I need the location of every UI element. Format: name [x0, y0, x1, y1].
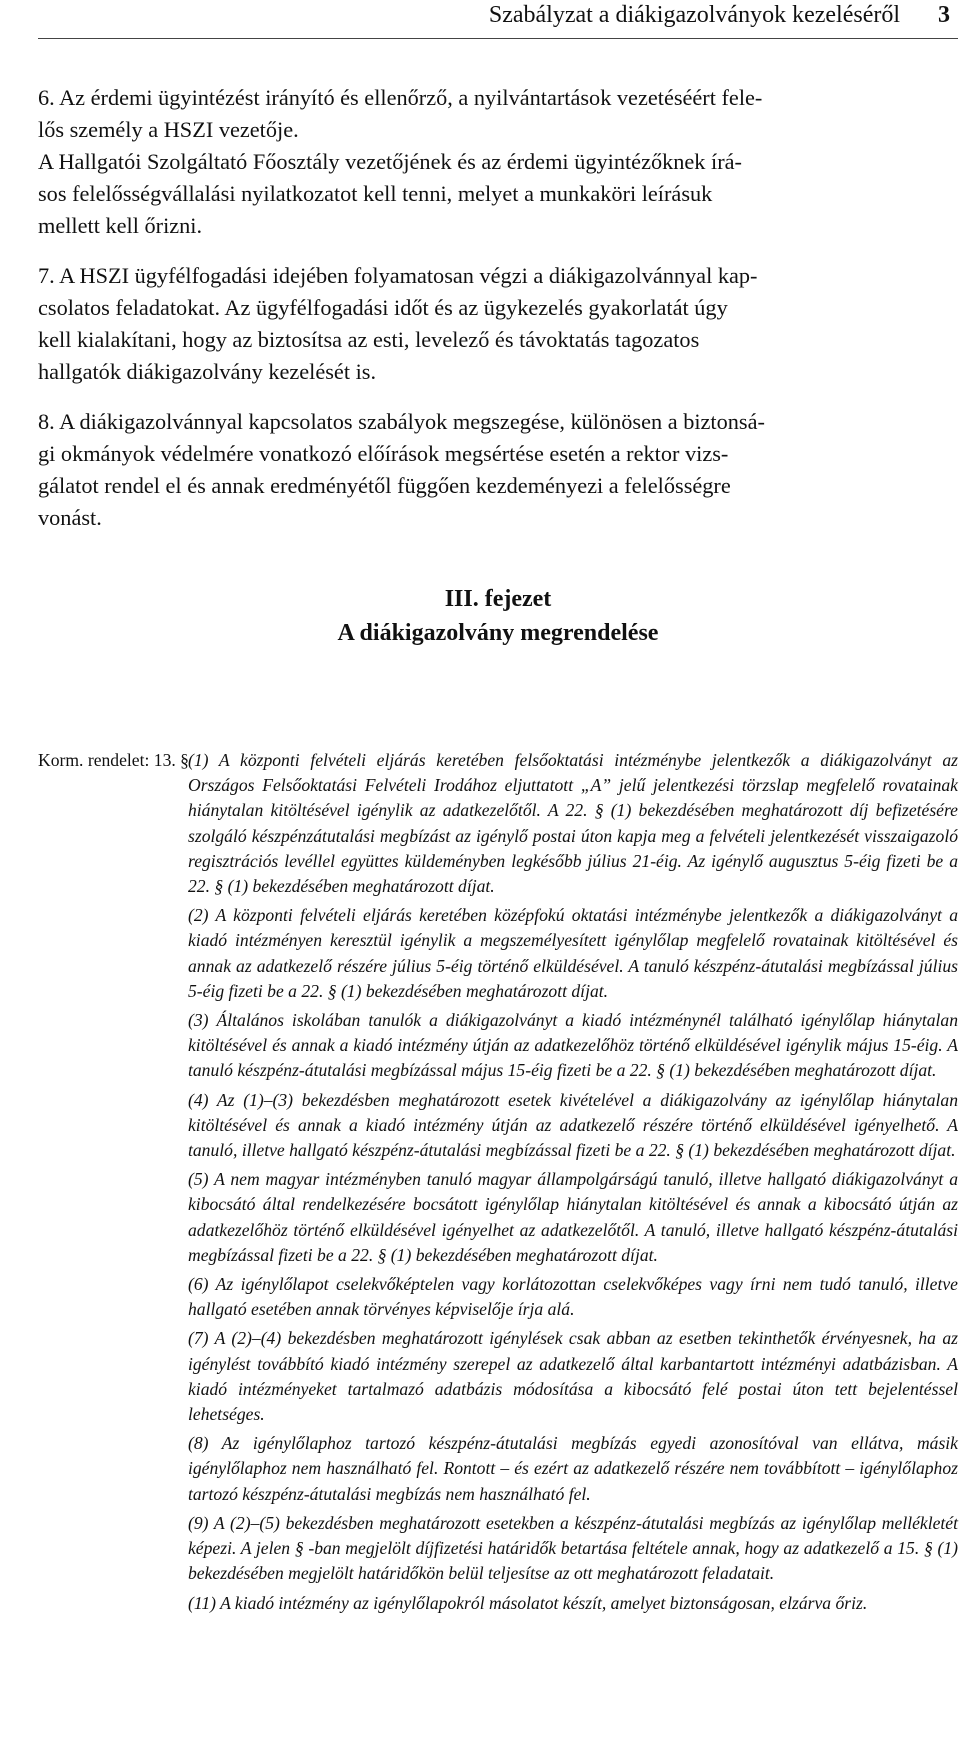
chapter-heading: [38, 582, 958, 650]
text-line: kell kialakítani, hogy az biztosítsa az esti, levelező és távoktatás tagozatos: [38, 327, 700, 352]
header-title: Szabályzat a diákigazolványok kezeléséről: [488, 2, 900, 28]
text-line: 8. A diákigazolvánnyal kapcsolatos szabályok megszegése, különösen a biztonsá-: [38, 409, 765, 434]
law-item-text: (6) Az igénylőlapot cselekvőképtelen vagy korlátozottan cselekvőképes vagy írni nem tudó tanuló, illetve hallgató esetében annak törvényes képviselője írja alá.: [188, 1274, 958, 1320]
law-item-text: (4) Az (1)–(3) bekezdésben meghatározott esetek kivételével a diákigazolvány az igénylőlap hiánytalan kitöltésével és annak a kiadó intézmény útján az adatkezelő részére történő elküldésével igényelhető. A tanuló, illetve hallgató készpénz-átutalási megbízással fizeti be a 22. § (1) bekezdésében meghatározott díjat.: [188, 1089, 958, 1161]
chapter-title: A diákigazolvány megrendelése: [337, 620, 659, 646]
law-item-6: [38, 1272, 958, 1322]
paragraph-6: [38, 82, 958, 242]
text-line: 7. A HSZI ügyfélfogadási idejében folyamatosan végzi a diákigazolvánnyal kap-: [38, 263, 758, 288]
text-line: gálatot rendel el és annak eredményétől függően kezdeményezi a felelősségre: [38, 473, 731, 498]
law-item-8: [38, 1431, 958, 1507]
chapter-number: III. fejezet: [444, 586, 552, 612]
paragraph-7: [38, 260, 958, 388]
law-item-9: [38, 1511, 958, 1587]
paragraph-8: [38, 406, 958, 534]
text-line: mellett kell őrizni.: [38, 213, 203, 238]
text-line: sos felelősségvállalási nyilatkozatot kell tenni, melyet a munkaköri leírásuk: [38, 181, 713, 206]
law-item-text: (9) A (2)–(5) bekezdésben meghatározott esetekben a készpénz-átutalási megbízás az igénylőlap mellékletét képezi. A jelen § -ban megjelölt díjfizetési határidők betartása feltétele annak, hogy az adatkezelő a 15. § (1) bekezdésében megjelölt határidőkön belül teljesítse az ott meghatározott feladatait.: [188, 1512, 958, 1584]
law-quote: [38, 748, 958, 1620]
law-item-5: [38, 1167, 958, 1268]
law-item-text: (2) A központi felvételi eljárás keretében középfokú oktatási intézménybe jelentkezők a diákigazolványt a kiadó intézményen keresztül igénylik a megszemélyesített igénylőlap megfelelő rovatainak kitöltésével és annak az adatkezelő részére július 5-éig történő elküldésével. A tanuló készpénz-átutalási megbízással július 5-éig fizeti be a 22. § (1) bekezdésében meghatározott díjat.: [188, 905, 958, 1001]
law-item-4: [38, 1088, 958, 1164]
law-item-1: [38, 748, 958, 899]
law-item-11: [38, 1591, 958, 1616]
law-item-3: [38, 1008, 958, 1084]
text-line: csolatos feladatokat. Az ügyfélfogadási időt és az ügykezelés gyakorlatát úgy: [38, 295, 728, 320]
law-item-7: [38, 1326, 958, 1427]
law-item-text: (3) Általános iskolában tanulók a diákigazolványt a kiadó intézménynél található igénylőlap hiánytalan kitöltésével és annak a kiadó intézmény útján az adatkezelőhöz történő elküldésével igénylik május 15-éig. A tanuló készpénz-átutalási megbízással május 15-éig fizeti be a 22. § (1) bekezdésében meghatározott díjat.: [188, 1010, 958, 1081]
running-header: [38, 0, 958, 39]
law-reference: Korm. rendelet: 13. §: [38, 750, 189, 770]
main-text: [38, 82, 958, 650]
text-line: A Hallgatói Szolgáltató Főosztály vezetőjének és az érdemi ügyintézőknek írá-: [38, 149, 742, 174]
law-item-text: (5) A nem magyar intézményben tanuló magyar állampolgárságú tanuló, illetve hallgató diákigazolványt a kibocsátó által rendelkezésére bocsátott igénylőlap hiánytalan kitöltésével és annak a kibocsátó útján az adatkezelőhöz történő elküldésével igényelhet az adatkezelőtől. A tanuló, illetve hallgató készpénz-átutalási megbízással fizeti be a 22. § (1) bekezdésében meghatározott díjat.: [188, 1169, 958, 1265]
law-item-text: (1) A központi felvételi eljárás keretében felsőoktatási intézménybe jelentkezők a diákigazolványt az Országos Felsőoktatási Felvételi Irodához eljuttatott „A” jelű jelentkezési törzslap megfelelő rovatainak hiánytalan kitöltésével igénylik az adatkezelőtől. A 22. § (1) bekezdésében meghatározott díj befizetésére szolgáló készpénzátutalási megbízást az igénylő postai úton kapja meg a felvételi jelentkezését visszaigazoló regisztrációs levéllel együttes küldeményben legkésőbb július 21-éig. Az igénylő augusztus 5-éig fizeti be a 22. § (1) bekezdésében meghatározott díjat.: [188, 750, 958, 897]
text-line: lős személy a HSZI vezetője.: [38, 117, 299, 142]
law-item-text: (11) A kiadó intézmény az igénylőlapokról másolatot készít, amelyet biztonságosan, elzárva őriz.: [188, 1592, 868, 1613]
text-line: vonást.: [38, 505, 102, 530]
law-item-text: (8) Az igénylőlaphoz tartozó készpénz-átutalási megbízás egyedi azonosítóval van ellátva, másik igénylőlaphoz nem használható fel. Rontott – és ezért az adatkezelő részére nem továbbított – igénylőlaphoz tartozó készpénz-átutalási megbízás nem használható fel.: [188, 1433, 958, 1504]
law-item-2: [38, 903, 958, 1004]
law-item-text: (7) A (2)–(4) bekezdésben meghatározott igénylések csak abban az esetben tekinthetők érvényesnek, ha az igénylést továbbító kiadó intézmény szerepel az adatkezelő által karbantartott intézményi adatbázisban. A kiadó intézményeket tartalmazó adatbázis módosítása a kibocsátó felé postai úton tett bejelentéssel lehetséges.: [188, 1328, 958, 1425]
page-number: 3: [938, 2, 950, 28]
text-line: 6. Az érdemi ügyintézést irányító és ellenőrző, a nyilvántartások vezetéséért fele-: [38, 85, 763, 110]
text-line: gi okmányok védelmére vonatkozó előírások megsértése esetén a rektor vizs-: [38, 441, 729, 466]
text-line: hallgatók diákigazolvány kezelését is.: [38, 359, 377, 384]
